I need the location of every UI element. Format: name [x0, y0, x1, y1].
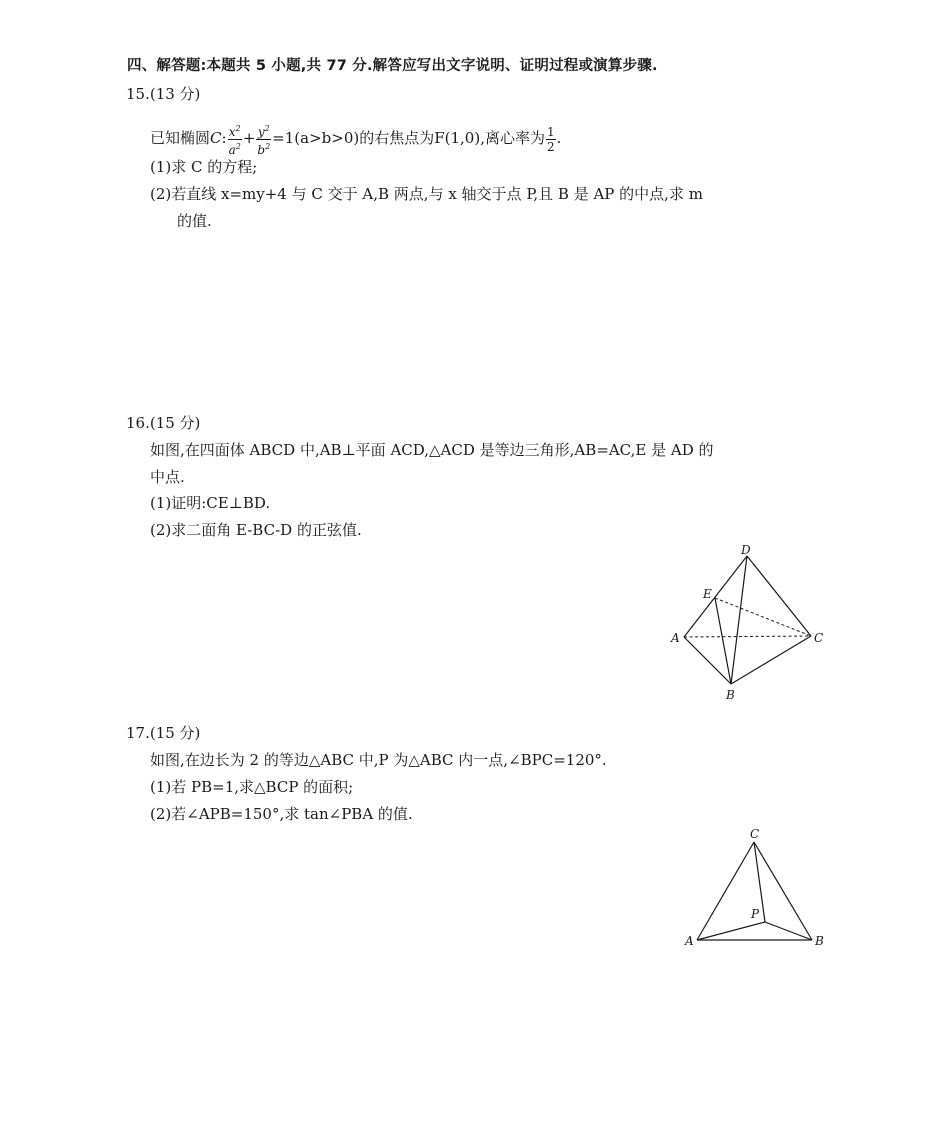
q15-fraction-ecc [546, 125, 556, 154]
q15-part2-line1: (2)若直线 x=my+4 与 C 交于 A,B 两点,与 x 轴交于点 P,且 B 是 AP 的中点,求 m [150, 185, 703, 203]
q15-frac2-den-exp: 2 [265, 141, 271, 151]
q15-stem-colon: : [221, 129, 227, 147]
q17-part2: (2)若∠APB=150°,求 tan∠PBA 的值. [150, 805, 413, 823]
edge-ad [684, 556, 747, 637]
edge-ec-dashed [715, 598, 811, 636]
q15-frac1-num-exp: 2 [235, 123, 241, 133]
q17-stem: 如图,在边长为 2 的等边△ABC 中,P 为△ABC 内一点,∠BPC=120°. [150, 751, 607, 769]
label-b: B [726, 688, 735, 702]
q15-ecc-text: ,离心率为 [480, 129, 545, 147]
segment-pb [765, 922, 812, 940]
q15-fraction-y [256, 122, 271, 157]
q16-stem-line2: 中点. [150, 468, 185, 486]
q15-frac2-den: b [257, 142, 266, 157]
q15-header: 15.(13 分) [126, 85, 201, 103]
q15-frac2-num: y [257, 124, 265, 139]
q15-part2-line2: 的值. [177, 212, 212, 230]
q17-part1: (1)若 PB=1,求△BCP 的面积; [150, 778, 354, 796]
label-b: B [815, 934, 824, 948]
edge-db [731, 556, 747, 684]
q15-fraction-x [228, 122, 242, 157]
label-a: A [671, 631, 680, 645]
q15-stem [150, 116, 561, 160]
triangle-figure [675, 820, 840, 955]
q15-stem-c: C [210, 129, 222, 147]
q16-part2: (2)求二面角 E-BC-D 的正弦值. [150, 521, 362, 539]
q15-stem-pre: 已知椭圆 [150, 129, 211, 147]
q15-focus: F(1,0) [434, 129, 481, 147]
q15-eq-cond: =1(a>b>0)的右焦点为 [272, 129, 435, 147]
side-bc [754, 842, 812, 940]
q15-ecc-num: 1 [546, 124, 555, 139]
q15-ecc-den: 2 [546, 139, 555, 154]
label-e: E [703, 587, 712, 601]
label-c: C [750, 827, 760, 841]
segment-pa [697, 922, 765, 940]
edge-ac-dashed [684, 636, 811, 637]
label-p: P [751, 907, 760, 921]
label-a: A [685, 934, 694, 948]
q15-frac1-den: a [228, 142, 236, 157]
label-d: D [741, 543, 751, 557]
q16-header: 16.(15 分) [126, 414, 201, 432]
q15-frac2-num-exp: 2 [264, 123, 270, 133]
q17-header: 17.(15 分) [126, 724, 201, 742]
q16-stem-line1: 如图,在四面体 ABCD 中,AB⊥平面 ACD,△ACD 是等边三角形,AB=AC,E 是 AD 的 [150, 441, 714, 459]
section-title: 四、解答题:本题共 5 小题,共 77 分.解答应写出文字说明、证明过程或演算步骤. [127, 58, 658, 74]
tetrahedron-figure [660, 535, 840, 710]
q15-period: . [556, 129, 562, 147]
label-c: C [814, 631, 824, 645]
edge-dc [747, 556, 811, 636]
q15-frac1-num: x [228, 124, 236, 139]
q15-frac1-den-exp: 2 [235, 141, 241, 151]
edge-bc [731, 636, 811, 684]
side-ca [697, 842, 754, 940]
q15-plus: + [242, 129, 256, 147]
q15-part1: (1)求 C 的方程; [150, 158, 258, 176]
q16-part1: (1)证明:CE⊥BD. [150, 494, 271, 512]
